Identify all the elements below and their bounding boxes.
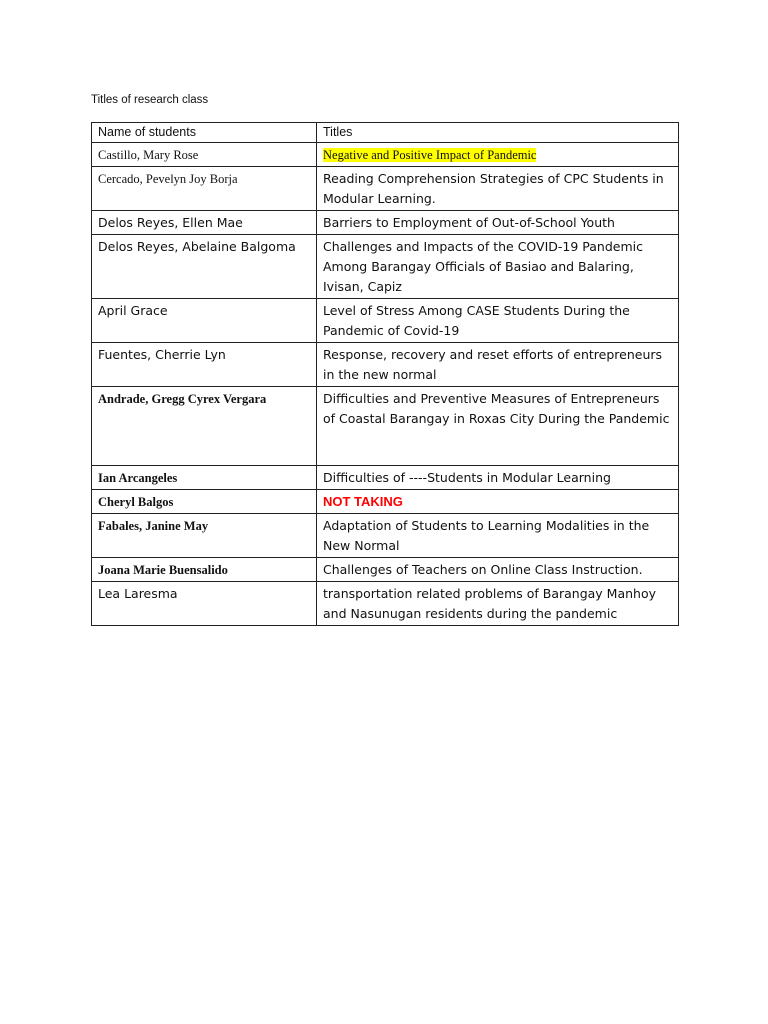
header-name-of-students: Name of students bbox=[92, 123, 317, 143]
research-title: Barriers to Employment of Out-of-School Youth bbox=[317, 211, 679, 235]
document-title: Titles of research class bbox=[91, 94, 209, 106]
not-taking-status: NOT TAKING bbox=[323, 494, 403, 509]
table-row bbox=[92, 167, 679, 211]
research-title bbox=[317, 490, 679, 514]
research-title: Level of Stress Among CASE Students During the Pandemic of Covid-19 bbox=[317, 299, 679, 343]
table-row bbox=[92, 514, 679, 558]
research-title: Challenges of Teachers on Online Class Instruction. bbox=[317, 558, 679, 582]
table-row bbox=[92, 466, 679, 490]
student-name: April Grace bbox=[92, 299, 317, 343]
student-name: Delos Reyes, Abelaine Balgoma bbox=[92, 235, 317, 299]
table-row bbox=[92, 211, 679, 235]
student-name: Cheryl Balgos bbox=[92, 490, 317, 514]
table-row bbox=[92, 343, 679, 387]
table-row bbox=[92, 299, 679, 343]
student-name: Castillo, Mary Rose bbox=[92, 143, 317, 167]
student-name: Cercado, Pevelyn Joy Borja bbox=[92, 167, 317, 211]
research-title: transportation related problems of Barangay Manhoy and Nasunugan residents during the pandemic bbox=[317, 582, 679, 626]
highlighted-title: Negative and Positive Impact of Pandemic bbox=[323, 148, 537, 162]
table-row bbox=[92, 235, 679, 299]
research-title: Challenges and Impacts of the COVID-19 Pandemic Among Barangay Officials of Basiao and Balaring, Ivisan, Capiz bbox=[317, 235, 679, 299]
research-title: Reading Comprehension Strategies of CPC Students in Modular Learning. bbox=[317, 167, 679, 211]
student-name: Lea Laresma bbox=[92, 582, 317, 626]
student-name: Fuentes, Cherrie Lyn bbox=[92, 343, 317, 387]
student-name: Ian Arcangeles bbox=[92, 466, 317, 490]
table-header-row bbox=[92, 123, 679, 143]
research-title: Response, recovery and reset efforts of entrepreneurs in the new normal bbox=[317, 343, 679, 387]
table-row bbox=[92, 143, 679, 167]
student-name: Joana Marie Buensalido bbox=[92, 558, 317, 582]
table-row bbox=[92, 582, 679, 626]
research-title: Difficulties of ----Students in Modular Learning bbox=[317, 466, 679, 490]
research-title bbox=[317, 143, 679, 167]
student-name: Delos Reyes, Ellen Mae bbox=[92, 211, 317, 235]
research-titles-table bbox=[91, 122, 679, 626]
table-row bbox=[92, 387, 679, 466]
research-title: Adaptation of Students to Learning Modalities in the New Normal bbox=[317, 514, 679, 558]
student-name: Andrade, Gregg Cyrex Vergara bbox=[92, 387, 317, 466]
student-name: Fabales, Janine May bbox=[92, 514, 317, 558]
table-row bbox=[92, 490, 679, 514]
table-row bbox=[92, 558, 679, 582]
header-titles: Titles bbox=[317, 123, 679, 143]
research-title: Difficulties and Preventive Measures of Entrepreneurs of Coastal Barangay in Roxas City During the Pandemic bbox=[317, 387, 679, 466]
